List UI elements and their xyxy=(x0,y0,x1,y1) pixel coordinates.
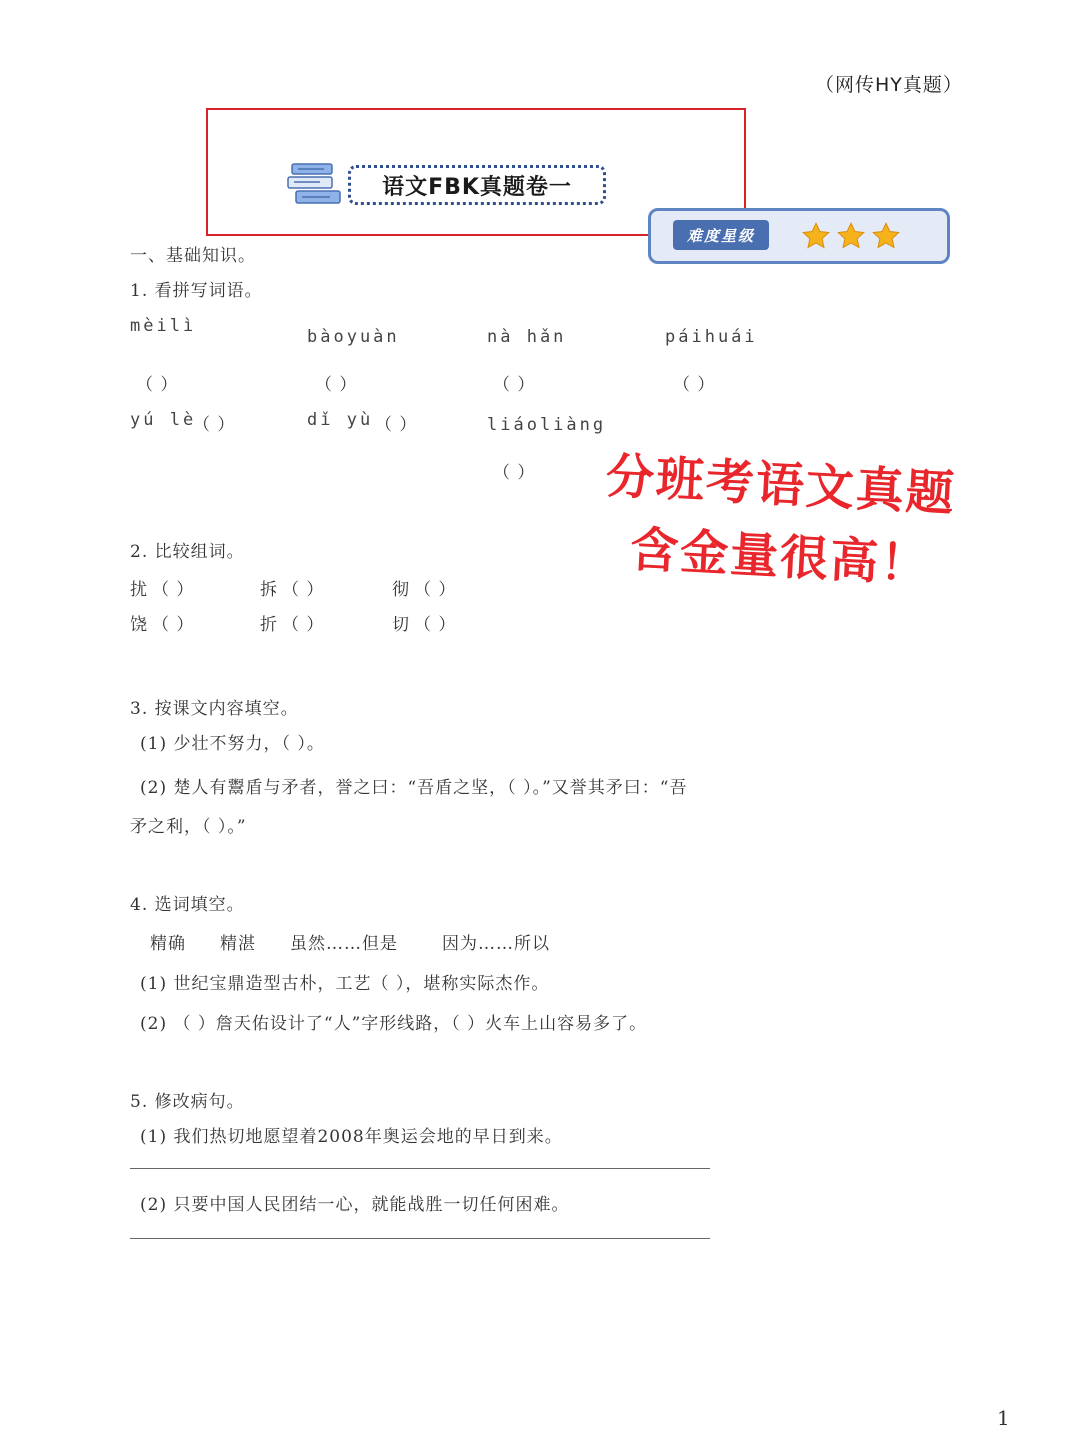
compare-char: 折 xyxy=(260,615,278,635)
sentence: (1) 我们热切地愿望着2008年奥运会地的早日到来。 xyxy=(140,1127,563,1147)
compare-char: 饶 xyxy=(130,615,148,635)
pinyin-1: mèilì xyxy=(130,316,197,336)
answer-blank[interactable]: （ ） xyxy=(152,580,195,600)
answer-blank[interactable]: （ ） xyxy=(375,415,418,435)
question-3-title: 3. 按课文内容填空。 xyxy=(130,699,299,719)
fill-line: (1) 少壮不努力，（ ）。 xyxy=(140,734,325,754)
pinyin-6: dǐ yù xyxy=(307,410,374,430)
answer-line[interactable] xyxy=(130,1238,710,1239)
question-1-title: 1. 看拼写词语。 xyxy=(130,281,263,301)
pinyin-4: páihuái xyxy=(665,327,758,347)
pinyin-7: liáoliàng xyxy=(487,415,607,435)
answer-blank[interactable]: （ ） xyxy=(282,615,325,635)
answer-blank[interactable]: （ ） xyxy=(315,375,358,395)
word-option: 因为……所以 xyxy=(442,934,550,954)
question-5-title: 5. 修改病句。 xyxy=(130,1092,245,1112)
question-2-title: 2. 比较组词。 xyxy=(130,542,245,562)
promo-line-2: 含金量很高！ xyxy=(628,521,932,594)
answer-blank[interactable]: （ ） xyxy=(493,463,536,483)
stacked-books-icon xyxy=(286,162,344,208)
answer-blank[interactable]: （ ） xyxy=(193,415,236,435)
pinyin-2: bàoyuàn xyxy=(307,327,400,347)
fill-line: (1) 世纪宝鼎造型古朴，工艺（ ），堪称实际杰作。 xyxy=(140,974,550,994)
source-tag: （网传HY真题） xyxy=(815,74,963,96)
compare-char: 拆 xyxy=(260,580,278,600)
pinyin-5: yú lè xyxy=(130,410,197,430)
page-number: 1 xyxy=(997,1406,1010,1430)
fill-line: (2) 楚人有鬻盾与矛者，誉之曰：“吾盾之坚，（ ）。”又誉其矛曰：“吾 xyxy=(140,778,688,798)
answer-line[interactable] xyxy=(130,1168,710,1169)
compare-char: 扰 xyxy=(130,580,148,600)
word-option: 精湛 xyxy=(220,934,256,954)
word-option: 精确 xyxy=(150,934,186,954)
pinyin-3: nà hǎn xyxy=(487,327,567,347)
compare-char: 切 xyxy=(392,615,410,635)
answer-blank[interactable]: （ ） xyxy=(414,615,457,635)
page-title: 语文FBK真题卷一 xyxy=(382,174,572,200)
star-icon xyxy=(801,221,831,251)
section-heading: 一、基础知识。 xyxy=(130,246,256,266)
fill-line: (2) （ ）詹天佑设计了“人”字形线路，（ ）火车上山容易多了。 xyxy=(140,1014,648,1034)
word-option: 虽然……但是 xyxy=(290,934,398,954)
star-icon xyxy=(871,221,901,251)
difficulty-panel xyxy=(648,208,950,264)
answer-blank[interactable]: （ ） xyxy=(282,580,325,600)
answer-blank[interactable]: （ ） xyxy=(493,375,536,395)
answer-blank[interactable]: （ ） xyxy=(673,375,716,395)
answer-blank[interactable]: （ ） xyxy=(414,580,457,600)
answer-blank[interactable]: （ ） xyxy=(136,375,179,395)
title-box xyxy=(348,165,606,205)
fill-line: 矛之利，（ ）。” xyxy=(130,817,247,837)
sentence: (2) 只要中国人民团结一心，就能战胜一切任何困难。 xyxy=(140,1195,570,1215)
question-4-title: 4. 选词填空。 xyxy=(130,895,245,915)
promo-line-1: 分班考语文真题 xyxy=(604,448,958,523)
compare-char: 彻 xyxy=(392,580,410,600)
difficulty-label: 难度星级 xyxy=(673,220,769,250)
answer-blank[interactable]: （ ） xyxy=(152,615,195,635)
promo-overlay xyxy=(601,446,987,598)
star-icon xyxy=(836,221,866,251)
